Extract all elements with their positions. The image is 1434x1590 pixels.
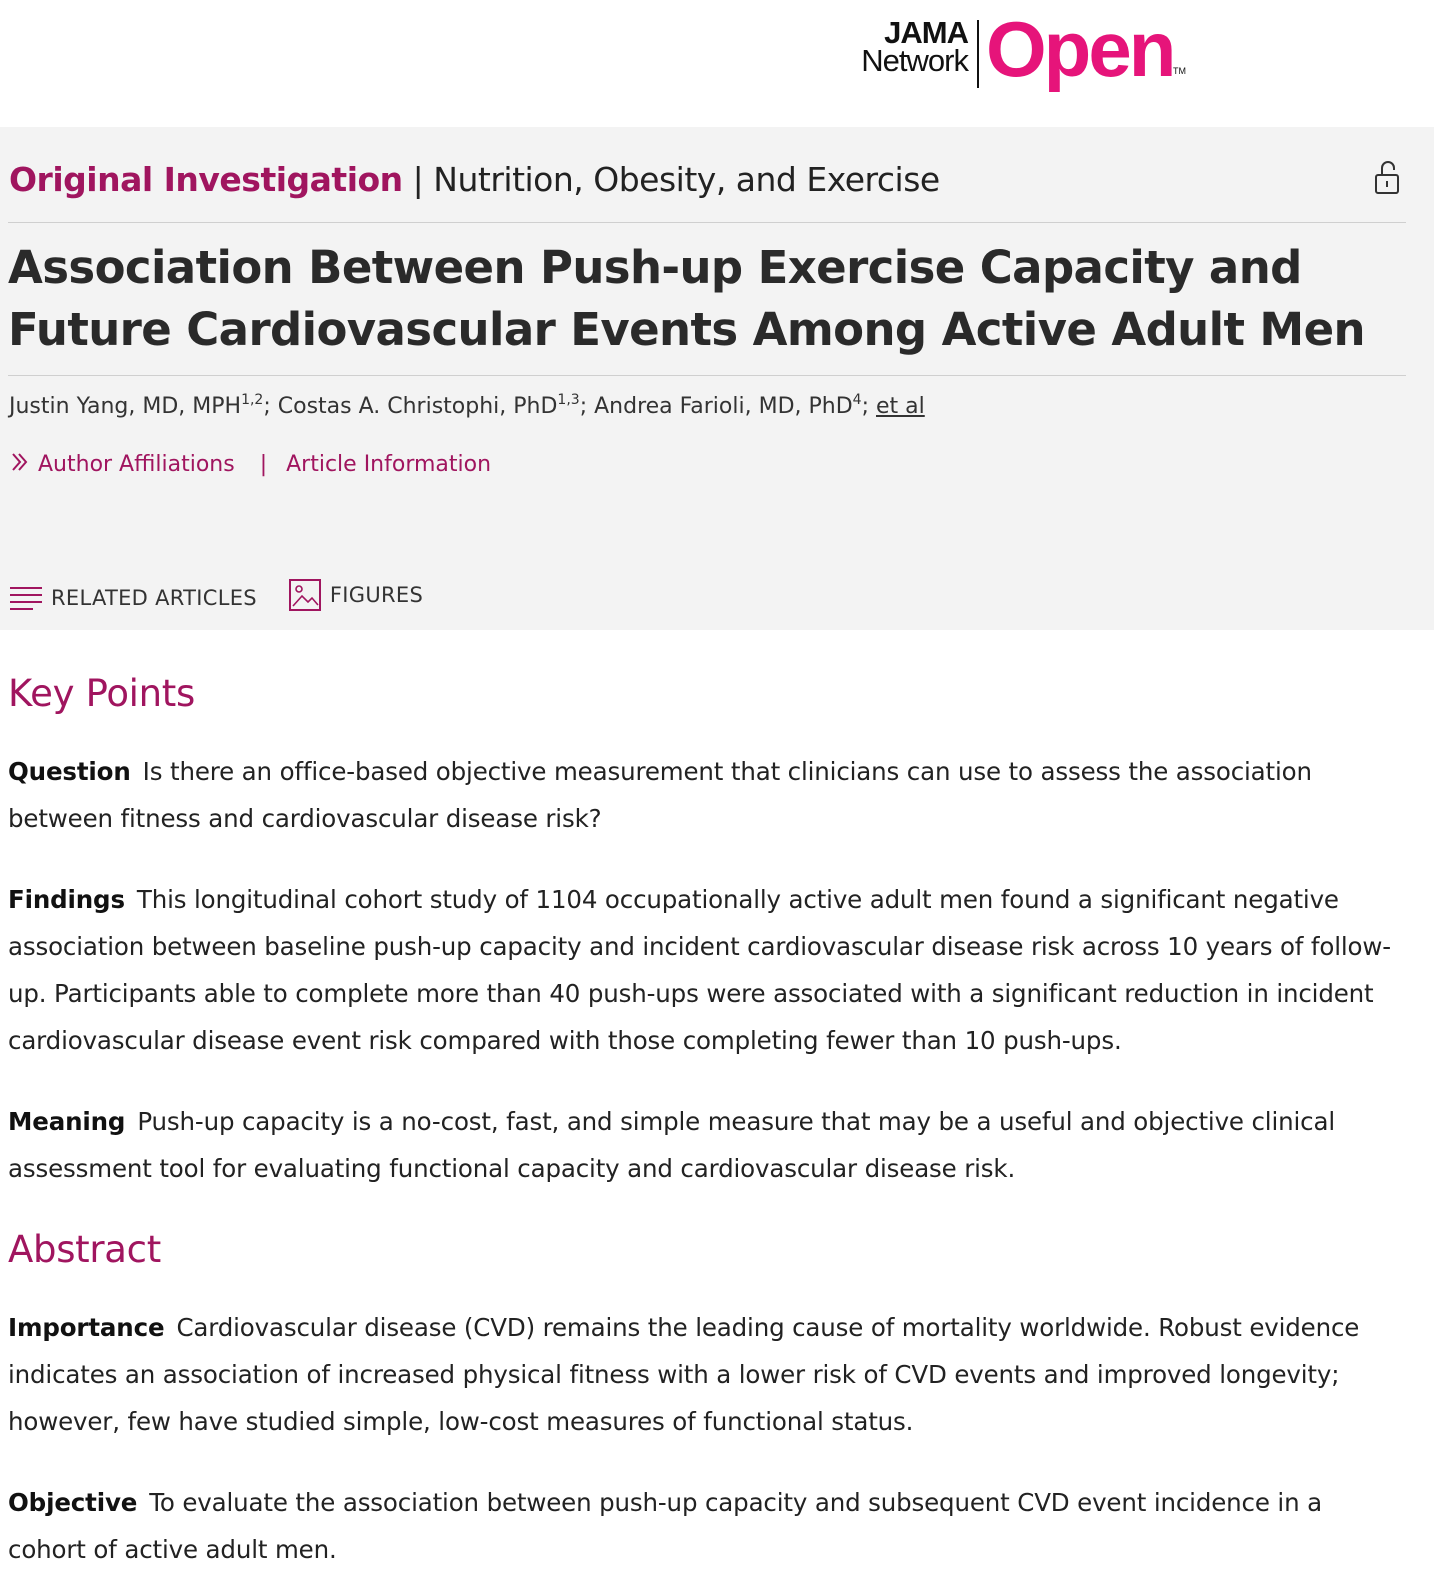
article-links bbox=[9, 447, 491, 483]
category-separator: | bbox=[412, 160, 424, 199]
logo-open-text: Open bbox=[986, 5, 1174, 93]
logo-jama-text: JAMA bbox=[884, 15, 968, 50]
author-list bbox=[9, 389, 925, 425]
open-lock-icon bbox=[1373, 159, 1401, 197]
article-topic[interactable]: Nutrition, Obesity, and Exercise bbox=[433, 160, 940, 199]
article-content bbox=[8, 630, 1404, 1573]
author-affiliations-link[interactable]: Author Affiliations bbox=[38, 452, 235, 477]
logo-network-text: Network bbox=[861, 43, 968, 78]
author-separator: ; bbox=[861, 394, 869, 419]
abstract-text: Cardiovascular disease (CVD) remains the leading cause of mortality worldwide. Robust evidence indicates an association of increased physical fitness with a lower risk of CVD events and improved longevity; however, few have studied simple, low-cost measures of functional status. bbox=[8, 1313, 1360, 1436]
abstract-text: To evaluate the association between push-up capacity and subsequent CVD event incidence in a cohort of active adult men. bbox=[8, 1488, 1322, 1564]
article-header bbox=[0, 127, 1434, 630]
author-name[interactable]: Andrea Farioli, MD, PhD bbox=[594, 394, 853, 419]
key-point-text: This longitudinal cohort study of 1104 occupationally active adult men found a significant negative association between baseline push-up capacity and incident cardiovascular disease risk across 10 years of follow-up. Participants able to complete more than 40 push-ups were associated with a significant reduction in incident cardiovascular disease event risk compared with those completing fewer than 10 push-ups. bbox=[8, 885, 1391, 1055]
key-point-text: Is there an office-based objective measurement that clinicians can use to assess the association between fitness and cardiovascular disease risk? bbox=[8, 757, 1312, 833]
figures-button[interactable] bbox=[288, 577, 423, 613]
figures-label: FIGURES bbox=[329, 583, 424, 607]
header-divider bbox=[8, 222, 1406, 223]
key-point-label: Meaning bbox=[8, 1107, 126, 1136]
article-title: Association Between Push-up Exercise Capacity and Future Cardiovascular Events Among Active Adult Men bbox=[8, 241, 1365, 356]
site-header bbox=[0, 0, 1434, 127]
abstract-label: Objective bbox=[8, 1488, 138, 1517]
key-point-label: Question bbox=[8, 757, 131, 786]
key-point-meaning bbox=[8, 1098, 1404, 1192]
key-point-text: Push-up capacity is a no-cost, fast, and simple measure that may be a useful and objective clinical assessment tool for evaluating functional capacity and cardiovascular disease risk. bbox=[8, 1107, 1335, 1183]
author-name[interactable]: Justin Yang, MD, MPH bbox=[9, 394, 242, 419]
abstract-objective bbox=[8, 1479, 1404, 1573]
author-separator: ; bbox=[263, 394, 271, 419]
author-affiliation-ref[interactable]: 4 bbox=[852, 392, 862, 408]
article-tools bbox=[9, 577, 447, 623]
key-point-label: Findings bbox=[8, 885, 125, 914]
article-type[interactable]: Original Investigation bbox=[9, 160, 403, 199]
author-separator: ; bbox=[579, 394, 588, 419]
article-category-line bbox=[9, 157, 940, 203]
key-point-findings bbox=[8, 876, 1404, 1064]
abstract-label: Importance bbox=[8, 1313, 165, 1342]
related-articles-button[interactable] bbox=[9, 580, 257, 616]
logo-trademark: TM bbox=[1173, 66, 1186, 76]
image-icon bbox=[288, 578, 322, 612]
list-lines-icon bbox=[9, 584, 43, 612]
author-affiliation-ref[interactable]: 1,3 bbox=[557, 392, 580, 408]
et-al-link[interactable]: et al bbox=[876, 394, 925, 419]
title-divider bbox=[8, 375, 1406, 376]
key-points-heading: Key Points bbox=[8, 672, 195, 715]
article-information-link[interactable]: Article Information bbox=[286, 452, 492, 477]
key-point-question bbox=[8, 748, 1404, 842]
abstract-heading: Abstract bbox=[8, 1228, 161, 1271]
links-separator: | bbox=[259, 452, 268, 477]
author-affiliation-ref[interactable]: 1,2 bbox=[241, 392, 264, 408]
double-chevron-right-icon bbox=[9, 450, 31, 474]
related-articles-label: RELATED ARTICLES bbox=[51, 586, 257, 610]
logo-divider bbox=[977, 20, 979, 88]
author-name[interactable]: Costas A. Christophi, PhD bbox=[277, 394, 558, 419]
abstract-importance bbox=[8, 1304, 1404, 1445]
